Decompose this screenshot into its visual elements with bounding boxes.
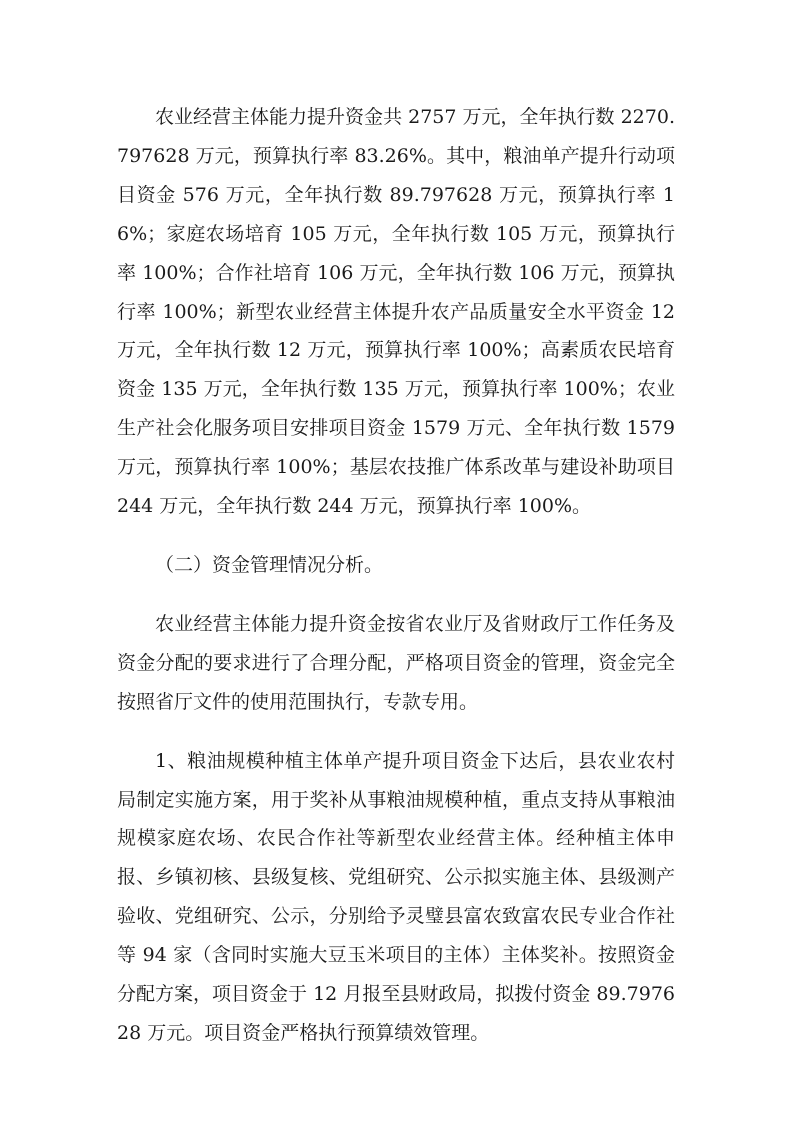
paragraph-grain-oil-project: 1、粮油规模种植主体单产提升项目资金下达后，县农业农村局制定实施方案，用于奖补从事粮油规模种植，重点支持从事粮油规模家庭农场、农民合作社等新型农业经营主体。经种植主体申报、乡镇初核、县级复核、党组研究、公示拟实施主体、县级测产验收、党组研究、公示，分别给予灵璧县富农致富农民专业合作社等 94 家（含同时实施大豆玉米项目的主体）主体奖补。按照资金分配方案，项目资金于 12 月报至县财政局，拟拨付资金 89.797628 万元。项目资金严格执行预算绩效管理。 [117, 749, 675, 1044]
paragraph-budget-execution: 农业经营主体能力提升资金共 2757 万元，全年执行数 2270.797628 万元，预算执行率 83.26%。其中，粮油单产提升行动项目资金 576 万元，全年执行数 89.797628 万元，预算执行率 16%；家庭农场培育 105 万元，全年执行数 105 万元，预算执行率 100%；合作社培育 106 万元，全年执行数 106 万元，预算执行率 100%；新型农业经营主体提升农产品质量安全水平资金 12 万元，全年执行数 12 万元，预算执行率 100%；高素质农民培育资金 135 万元，全年执行数 135 万元，预算执行率 100%；农业生产社会化服务项目安排项目资金 1579 万元、全年执行数 1579 万元，预算执行率 100%；基层农技推广体系改革与建设补助项目 244 万元，全年执行数 244 万元，预算执行率 100%。 [117, 106, 675, 518]
section-heading-fund-management: （二）资金管理情况分析。 [155, 553, 384, 576]
paragraph-fund-allocation: 农业经营主体能力提升资金按省农业厅及省财政厅工作任务及资金分配的要求进行了合理分配，严格项目资金的管理，资金完全按照省厅文件的使用范围执行，专款专用。 [117, 612, 675, 713]
document-body [117, 98, 675, 1053]
